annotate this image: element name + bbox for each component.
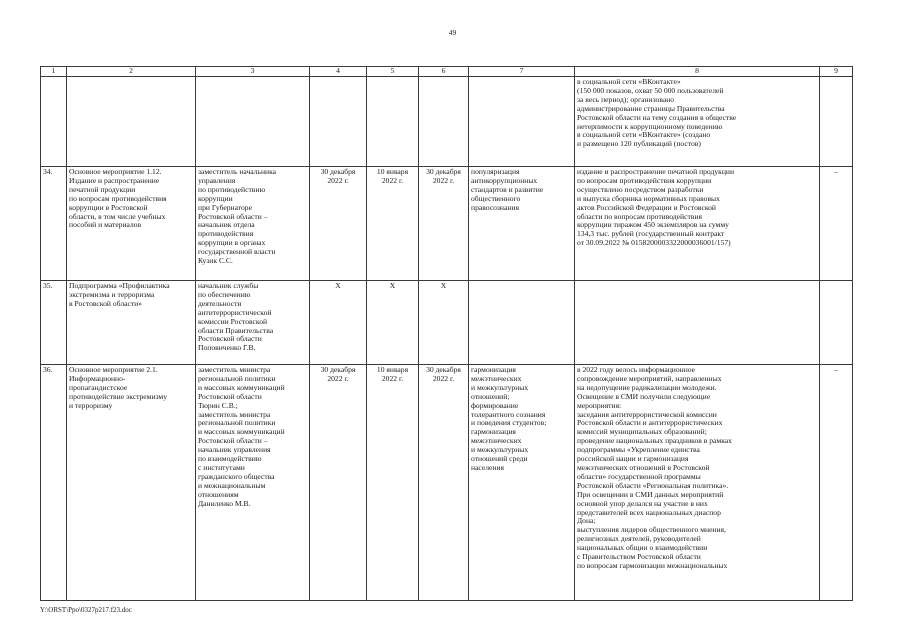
planned-date [310, 77, 367, 167]
report-table [40, 66, 853, 601]
measure-name: Основное мероприятие 1.12. Издание и распространение печатной продукции по вопросам противодействия коррупции в Ростовской области, в том числе учебных пособий и материалов [67, 167, 196, 281]
row-number: 34. [41, 167, 67, 281]
planned-date: 30 декабря 2022 г. [310, 167, 367, 281]
column-header-3: 3 [196, 67, 310, 77]
table-row-continuation [41, 77, 853, 167]
planned-date: 30 декабря 2022 г. [310, 365, 367, 601]
page-number: 49 [448, 28, 457, 37]
end-date: 30 декабря 2022 г. [419, 365, 469, 601]
column-header-2: 2 [67, 67, 196, 77]
table-row-34 [41, 167, 853, 281]
expected-result: популяризация антикоррупционных стандартов и развитие общественного правосознания [469, 167, 575, 281]
expected-result [469, 281, 575, 365]
column-header-5: 5 [367, 67, 419, 77]
table-row-35 [41, 281, 853, 365]
responsible-person: заместитель министра региональной политики и массовых коммуникаций Ростовской области Тюрин С.В.; заместитель министра региональной политики и массовых коммуникаций Ростовской области – начальник управления по взаимодействию с институтами гражданского общества и межнациональным отношениям Даниленко М.В. [196, 365, 310, 601]
planned-date: X [310, 281, 367, 365]
actual-result: издание и распространение печатной продукции по вопросам противодействия коррупции осуществлено посредством разработки и выпуска сборника нормативных правовых актов Российской Федерации и Ростовской области по вопросам противодействия коррупции тиражом 450 экземпляров на сумму 134,3 тыс. рублей (государственный контракт от 30.09.2022 № 0158200003322000036001/157) [575, 167, 820, 281]
responsible-person: заместитель начальника управления по противодействию коррупции при Губернаторе Ростовской области – начальник отдела противодействия коррупции в органах государственной власти Кузик С.С. [196, 167, 310, 281]
actual-result: в социальной сети «ВКонтакте» (150 000 показов, охват 50 000 пользователей за весь период); организовано администрирование страницы Правительства Ростовской области на тему создания в обществе нетерпимости к коррупционному поведению в социальной сети «ВКонтакте» (создано и размещено 120 публикаций (постов) [575, 77, 820, 167]
column-header-4: 4 [310, 67, 367, 77]
actual-result [575, 281, 820, 365]
row-number: 36. [41, 365, 67, 601]
measure-name [67, 77, 196, 167]
column-header-9: 9 [820, 67, 853, 77]
table-header-row [41, 67, 853, 77]
column-header-7: 7 [469, 67, 575, 77]
start-date: 10 января 2022 г. [367, 167, 419, 281]
row-number: 35. [41, 281, 67, 365]
table-row-36 [41, 365, 853, 601]
deviation-note [820, 77, 853, 167]
column-header-1: 1 [41, 67, 67, 77]
measure-name: Подпрограмма «Профилактика экстремизма и терроризма в Ростовской области» [67, 281, 196, 365]
deviation-note: – [820, 167, 853, 281]
end-date [419, 77, 469, 167]
actual-result: в 2022 году велось информационное сопровождение мероприятий, направленных на недопущение радикализации молодежи. Освещение в СМИ получили следующие мероприятия: заседания антитеррористической комиссии Ростовской области и антитеррористических комиссий муниципальных образований; проведение национальных праздников в рамках подпрограммы «Укрепление единства российской нации и гармонизация межэтнических отношений в Ростовской области» государственной программы Ростовской области «Региональная политика». При освещении в СМИ данных мероприятий основной упор делался на участие в них представителей всех национальных диаспор Дона; выступления лидеров общественного мнения, религиозных деятелей, руководителей национальных общин о взаимодействии с Правительством Ростовской области по вопросам гармонизации межнациональных [575, 365, 820, 601]
end-date: X [419, 281, 469, 365]
column-header-8: 8 [575, 67, 820, 77]
expected-result: гармонизация межэтнических и межкультурных отношений; формирование толерантного сознания и поведения студентов; гармонизация межэтнических и межкультурных отношений среди населения [469, 365, 575, 601]
end-date: 30 декабря 2022 г. [419, 167, 469, 281]
responsible-person [196, 77, 310, 167]
row-number [41, 77, 67, 167]
expected-result [469, 77, 575, 167]
column-header-6: 6 [419, 67, 469, 77]
deviation-note: – [820, 365, 853, 601]
measure-name: Основное мероприятие 2.1. Информационно- пропагандистское противодействие экстремизму и терроризму [67, 365, 196, 601]
file-path-footer: Y:\ORST\Ppo\0327p217.f23.doc [40, 606, 132, 614]
deviation-note [820, 281, 853, 365]
responsible-person: начальник службы по обеспечению деятельности антитеррористической комиссии Ростовской области Правительства Ростовской области Поповиченко Г.В. [196, 281, 310, 365]
start-date: 10 января 2022 г. [367, 365, 419, 601]
start-date [367, 77, 419, 167]
start-date: X [367, 281, 419, 365]
